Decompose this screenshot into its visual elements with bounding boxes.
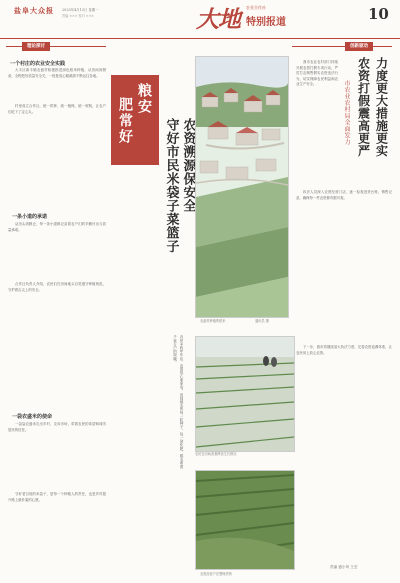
left-paragraph-4: 合作社负责人介绍，农民们在田间地头自觉遵守种植规范，守护着舌尖上的安全。 bbox=[8, 282, 106, 292]
right-title-1: 力度更大措施更实 bbox=[374, 57, 389, 157]
feature-red-panel bbox=[111, 75, 159, 165]
newspaper-brand: 盐阜大众报 bbox=[14, 6, 54, 15]
feature-main-title-2: 守好市民米袋子菜篮子 bbox=[163, 118, 179, 253]
section-logo: 大地 bbox=[196, 6, 240, 33]
section-category: 特别报道 bbox=[246, 17, 286, 28]
left-paragraph-1: 大丰区新丰镇农盛村积极推进绿色稻米种植，从田间到餐桌，全程把好质量安全关，一批批放心粮源源不断运往各地。 bbox=[8, 68, 106, 78]
feature-red-title-1: 粮安 bbox=[136, 83, 152, 115]
right-paragraph-top: 我市农业农村部门持续开展农资打假专项行动，严厉打击制售假劣农资违法行为，切实保障农民利益和农业生产安全。 bbox=[296, 60, 338, 87]
photo3-caption: 农资经营户在整理货物 bbox=[200, 572, 232, 576]
warehouse-photo bbox=[195, 470, 295, 570]
feature-red-title-2: 肥常好 bbox=[117, 97, 133, 145]
photo2-caption: 农民在田间查看秧苗生长情况 bbox=[195, 452, 237, 456]
right-title-2: 农资打假震高更严 bbox=[356, 57, 371, 157]
tag-divider-right bbox=[292, 46, 392, 47]
tag-divider-left bbox=[6, 46, 106, 47]
left-paragraph-2: 村里成立合作社，统一供种、统一植保、统一收购，让农户们吃下了定心丸。 bbox=[8, 104, 106, 114]
photo1-credit: 通讯员 摄 bbox=[255, 319, 269, 323]
field-photo-image bbox=[196, 337, 294, 451]
feature-main-title-1: 农资溯源保安全 bbox=[180, 118, 196, 213]
feature-quote: 农民丰收年年乐，农资放心家家安。田间地头的每一粒种子、每一袋化肥，都关系着千家万户的饭碗。 bbox=[173, 335, 184, 469]
field-photo bbox=[195, 336, 295, 452]
right-city-subtitle: 市农业农村局全面发力 bbox=[343, 80, 350, 145]
warehouse-photo-image bbox=[196, 471, 294, 569]
left-paragraph-3: 从田头到粮仓，每一条小道都记录着农户们的辛勤付出与质量承诺。 bbox=[8, 222, 106, 232]
left-paragraph-6: 守好老百姓的米袋子，是每一个种粮人的责任，也是乡村振兴路上最朴素的心愿。 bbox=[8, 492, 106, 502]
left-subheading-3: 一袋农盛米的使命 bbox=[12, 414, 53, 420]
left-subheading-2: 一条小道的承诺 bbox=[12, 214, 48, 220]
left-paragraph-5: 一袋袋农盛米走出乡村，走向市场，带着农民的希望和城市居民的信任。 bbox=[8, 422, 106, 432]
left-subheading-1: 一个村庄的农业安全实践 bbox=[10, 61, 66, 67]
right-paragraph-bottom: 下一步，我市将继续加大执法力度，完善农资追溯体系，让农民用上放心农资。 bbox=[296, 345, 392, 355]
photo1-caption: 农盛村种植的稻米 bbox=[200, 319, 226, 323]
tag-left: 理论探讨 bbox=[22, 42, 50, 51]
village-photo-image bbox=[196, 57, 288, 317]
header-editors: 责编 ××× 校对 ××× bbox=[62, 14, 94, 18]
section-category-small: 农业合作社 bbox=[246, 5, 266, 10]
tag-right: 创新驱动 bbox=[345, 42, 373, 51]
village-photo bbox=[195, 56, 289, 318]
dateline: 2025年4月13日 星期一 bbox=[62, 8, 99, 12]
right-paragraph-middle: 执法人员深入农资经营门店，逐一检查进货台账、销售记录，确保每一件农资都有据可查。 bbox=[296, 190, 392, 200]
footer-editor-note: 责编 盛小风 王芸 bbox=[330, 565, 358, 569]
page-number: 10 bbox=[368, 5, 389, 23]
